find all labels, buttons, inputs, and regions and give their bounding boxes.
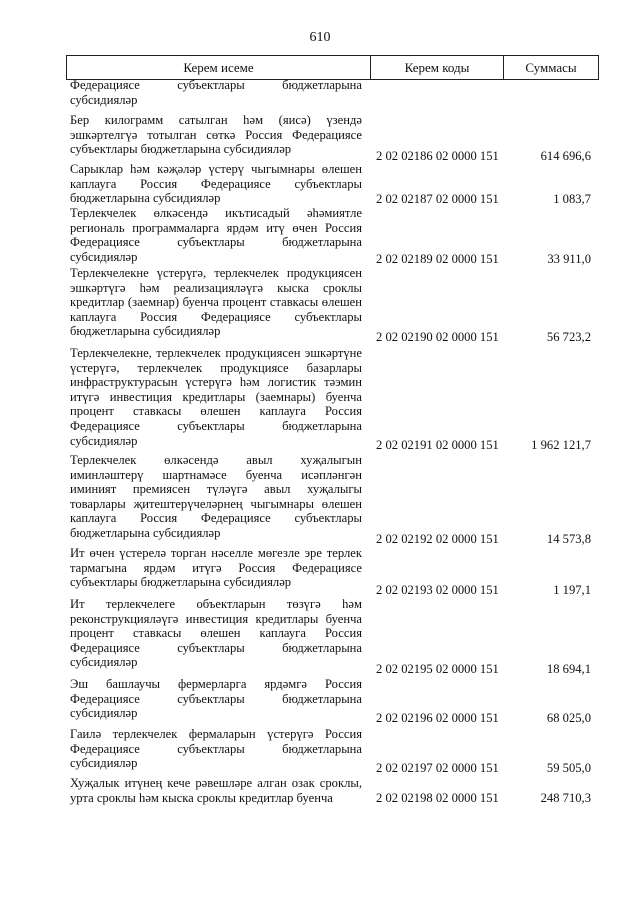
row-sum: 248 710,3 (540, 791, 591, 805)
row-sum: 614 696,6 (540, 149, 591, 163)
row-name: Терлекчелек өлкәсендә икътисадый әһәмиятле региональ программаларга ярдәм итү өчен Россия Федерациясе субъектлары бюджетларына субсидияләр (70, 206, 362, 264)
row-name: Эш башлаучы фермерларга ярдәмгә Россия Федерациясе субъектлары бюджетларына субсидияләр (70, 677, 362, 721)
row-code: 2 02 02196 02 0000 151 (376, 711, 499, 725)
row-sum: 18 694,1 (546, 662, 591, 676)
row-sum: 33 911,0 (547, 252, 591, 266)
row-sum: 59 505,0 (546, 761, 591, 775)
row-name: Сарыклар һәм кәҗәләр үстерү чыгымнары өлешен каплауга Россия Федерациясе субъектлары бюджетларына субсидияләр (70, 162, 362, 206)
row-sum: 56 723,2 (546, 330, 591, 344)
row-code: 2 02 02192 02 0000 151 (376, 532, 499, 546)
row-code: 2 02 02198 02 0000 151 (376, 791, 499, 805)
row-code: 2 02 02189 02 0000 151 (376, 252, 499, 266)
row-sum: 1 962 121,7 (531, 438, 591, 452)
row-name: Бер килограмм сатылган һәм (яисә) үзендә эшкәртелгүә тотылган сөткә Россия Федерациясе субъектлары бюджетларына субсидияләр (70, 113, 362, 157)
row-sum: 1 083,7 (553, 192, 591, 206)
row-name: Ит терлекчелеге объектларын төзүгә һәм реконструкцияләүгә инвестиция кредитлары буенча процент ставкасы өлешен каплауга Россия Федерациясе субъектлары бюджетларына субсидияләр (70, 597, 362, 670)
header-name: Керем исеме (66, 55, 371, 80)
row-code: 2 02 02195 02 0000 151 (376, 662, 499, 676)
row-code: 2 02 02190 02 0000 151 (376, 330, 499, 344)
row-sum: 1 197,1 (553, 583, 591, 597)
row-code: 2 02 02197 02 0000 151 (376, 761, 499, 775)
row-code: 2 02 02186 02 0000 151 (376, 149, 499, 163)
row-name: Терлекчелек өлкәсендә авыл хуҗалыгын иминләштерү шартнамәсе буенча исәпләнгән иминият премиясен түләүгә авыл хуҗалыгы товарлары җитештерүчеләрнең чыгымнары өлешен каплауга Россия Федерациясе субъектлары бюджетларына субсидияләр (70, 453, 362, 540)
row-name: Ит өчен үстерелә торган нәселле мөгезле эре терлек тармагына ярдәм итүгә Россия Федерациясе субъектлары бюджетларына субсидияләр (70, 546, 362, 590)
row-name: Хуҗалык итүнең кече рәвешләре алган озак сроклы, урта сроклы һәм кыска сроклы кредитлар буенча (70, 776, 362, 805)
row-code: 2 02 02187 02 0000 151 (376, 192, 499, 206)
row-name: Федерациясе субъектлары бюджетларына субсидияләр (70, 78, 362, 107)
row-name: Терлекчелекне, терлекчелек продукциясен эшкәртүне үстерүгә, терлекчелек продукциясе базарлары инфраструктурасын үстерүгә һәм логистик тәэмин итүгә инвестиция кредитлары (заемнары) буенча процент ставкасы өлешен каплауга Россия Федерациясе субъектлары бюджетларына субсидияләр (70, 346, 362, 448)
row-sum: 68 025,0 (546, 711, 591, 725)
page-number: 610 (309, 30, 331, 45)
row-sum: 14 573,8 (546, 532, 591, 546)
header-sum: Суммасы (503, 55, 599, 80)
header-code: Керем коды (370, 55, 504, 80)
row-name: Терлекчелекне үстерүгә, терлекчелек продукциясен эшкәртүгә һәм реализацияләүгә кыска сроклы кредитлар (заемнар) буенча процент ставкасы өлешен каплауга Россия Федерациясе субъектлары бюджетларына субсидияләр (70, 266, 362, 339)
row-name: Гаилә терлекчелек фермаларын үстерүгә Россия Федерациясе субъектлары бюджетларына субсидияләр (70, 727, 362, 771)
row-code: 2 02 02193 02 0000 151 (376, 583, 499, 597)
row-code: 2 02 02191 02 0000 151 (376, 438, 499, 452)
